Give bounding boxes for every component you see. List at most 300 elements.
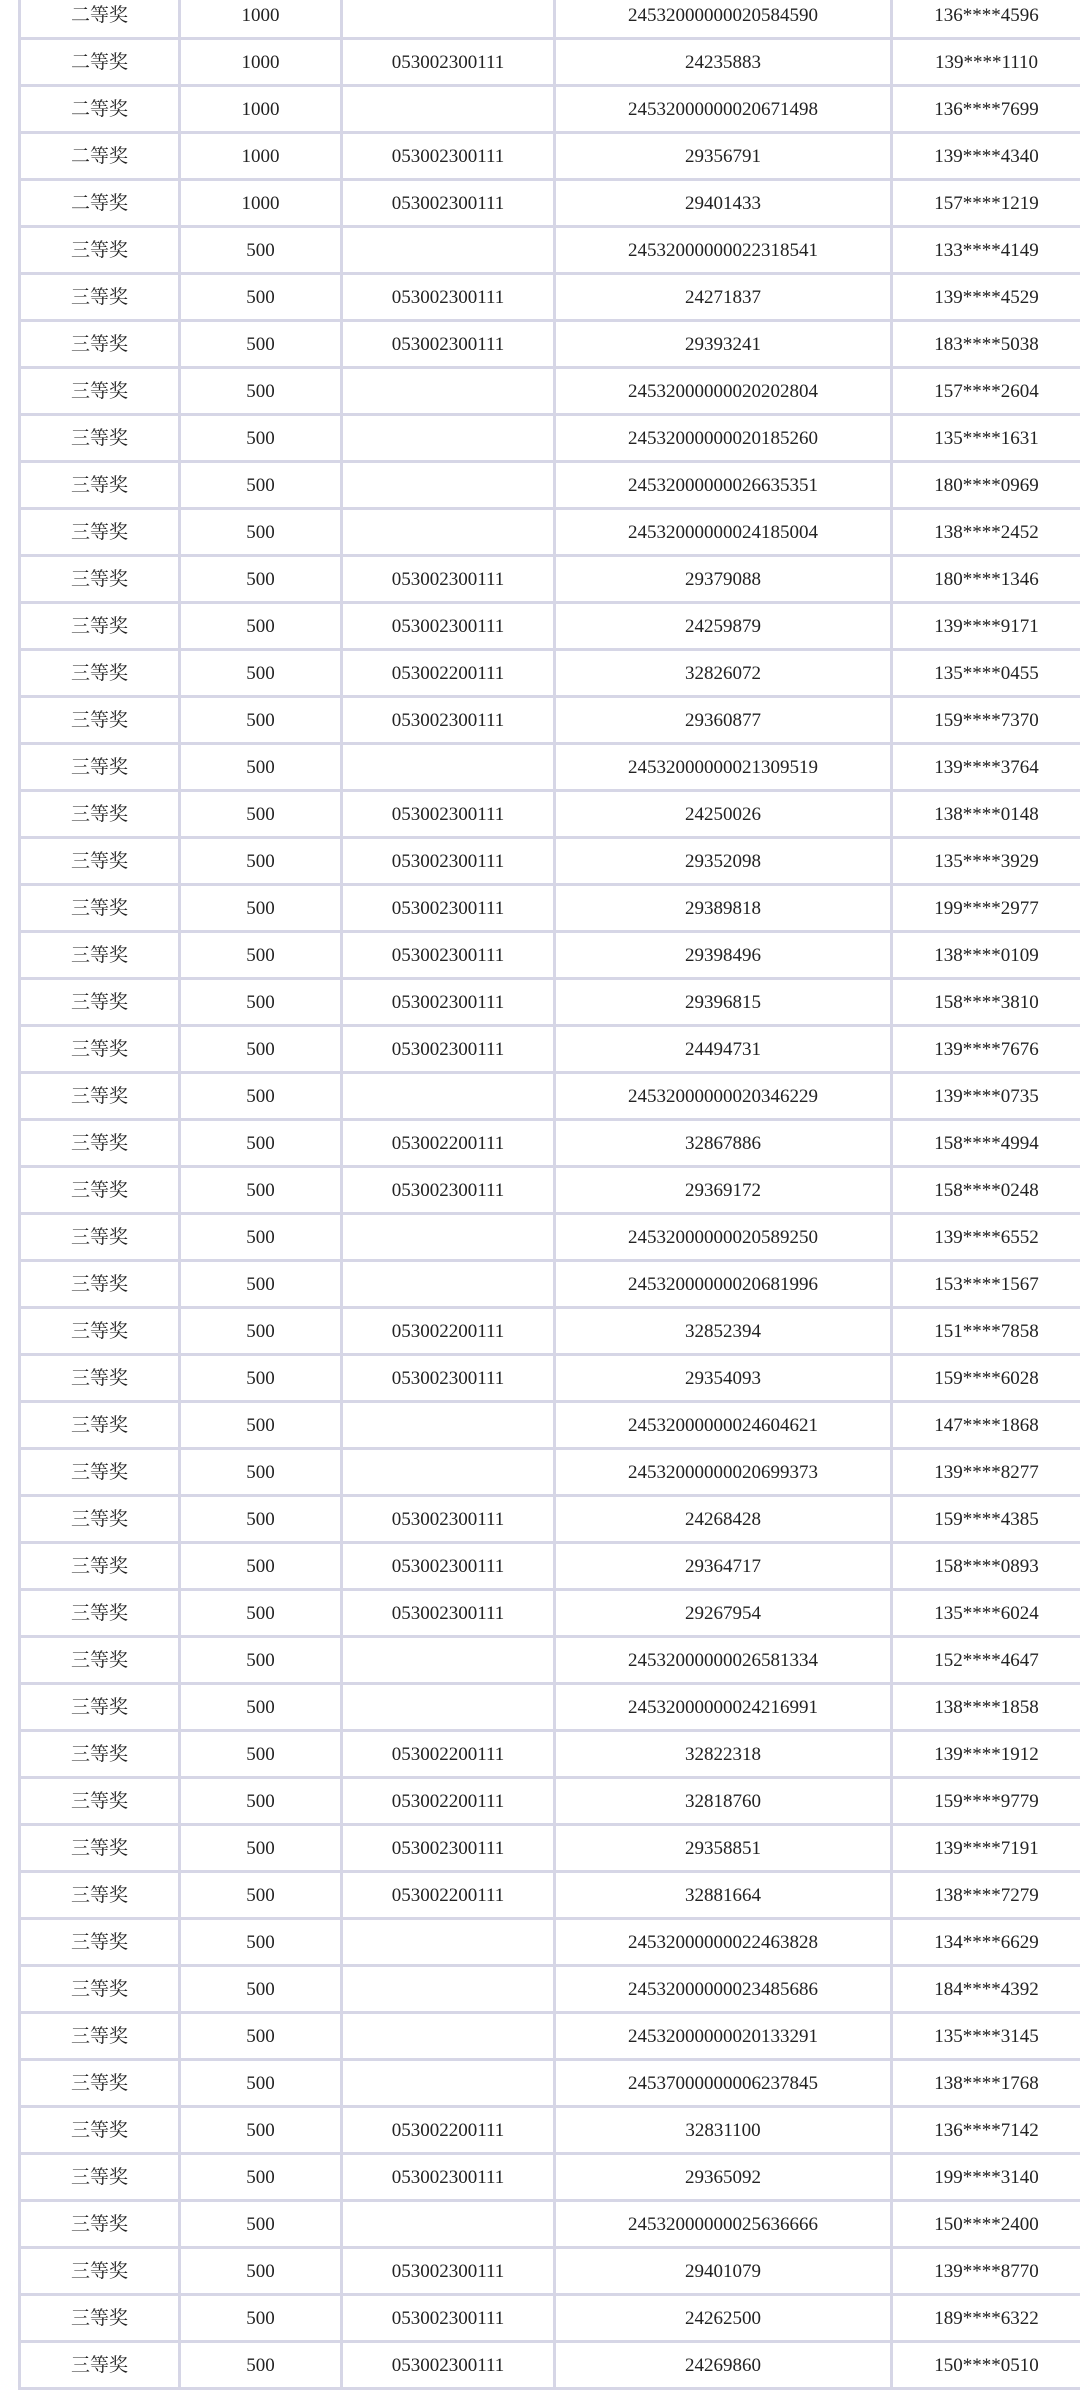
table-row [20, 556, 1080, 603]
phone-number-cell: 159****7370 [892, 697, 1080, 744]
table-row [20, 1214, 1080, 1261]
invoice-number-cell: 24532000000020202804 [555, 368, 892, 415]
prize-amount-cell: 500 [180, 1402, 342, 1449]
prize-level-cell: 三等奖 [20, 2060, 180, 2107]
invoice-number-cell: 24532000000022463828 [555, 1919, 892, 1966]
prize-amount-cell: 500 [180, 603, 342, 650]
prize-level-cell: 三等奖 [20, 2201, 180, 2248]
phone-number-cell: 139****1110 [892, 39, 1080, 86]
invoice-code-cell: 053002300111 [342, 838, 555, 885]
table-row [20, 2107, 1080, 2154]
invoice-number-cell: 24271837 [555, 274, 892, 321]
prize-amount-cell: 1000 [180, 39, 342, 86]
invoice-number-cell: 29365092 [555, 2154, 892, 2201]
prize-amount-cell: 500 [180, 838, 342, 885]
prize-level-cell: 三等奖 [20, 932, 180, 979]
invoice-code-cell: 053002200111 [342, 1778, 555, 1825]
phone-number-cell: 158****0893 [892, 1543, 1080, 1590]
prize-level-cell: 三等奖 [20, 1966, 180, 2013]
prize-amount-cell: 500 [180, 1261, 342, 1308]
prize-amount-cell: 500 [180, 979, 342, 1026]
prize-amount-cell: 500 [180, 1637, 342, 1684]
phone-number-cell: 135****0455 [892, 650, 1080, 697]
prize-level-cell: 二等奖 [20, 133, 180, 180]
phone-number-cell: 180****1346 [892, 556, 1080, 603]
prize-level-cell: 二等奖 [20, 39, 180, 86]
phone-number-cell: 147****1868 [892, 1402, 1080, 1449]
table-row [20, 321, 1080, 368]
prize-level-cell: 三等奖 [20, 1778, 180, 1825]
table-row [20, 2201, 1080, 2248]
invoice-number-cell: 24532000000020133291 [555, 2013, 892, 2060]
prize-level-cell: 三等奖 [20, 556, 180, 603]
invoice-number-cell: 24494731 [555, 1026, 892, 1073]
phone-number-cell: 159****9779 [892, 1778, 1080, 1825]
phone-number-cell: 183****5038 [892, 321, 1080, 368]
invoice-code-cell [342, 2060, 555, 2107]
prize-amount-cell: 500 [180, 462, 342, 509]
prize-level-cell: 三等奖 [20, 603, 180, 650]
phone-number-cell: 199****3140 [892, 2154, 1080, 2201]
prize-amount-cell: 500 [180, 1167, 342, 1214]
table-row [20, 744, 1080, 791]
invoice-number-cell: 24532000000020699373 [555, 1449, 892, 1496]
invoice-code-cell [342, 1919, 555, 1966]
phone-number-cell: 150****2400 [892, 2201, 1080, 2248]
table-row [20, 1496, 1080, 1543]
prize-level-cell: 三等奖 [20, 1214, 180, 1261]
phone-number-cell: 159****4385 [892, 1496, 1080, 1543]
invoice-code-cell [342, 1402, 555, 1449]
invoice-number-cell: 24532000000024185004 [555, 509, 892, 556]
invoice-code-cell: 053002300111 [342, 697, 555, 744]
invoice-number-cell: 29364717 [555, 1543, 892, 1590]
table-row [20, 39, 1080, 86]
phone-number-cell: 136****7142 [892, 2107, 1080, 2154]
invoice-code-cell: 053002300111 [342, 133, 555, 180]
invoice-code-cell [342, 1449, 555, 1496]
invoice-code-cell: 053002300111 [342, 1496, 555, 1543]
invoice-code-cell: 053002200111 [342, 1308, 555, 1355]
prize-level-cell: 三等奖 [20, 791, 180, 838]
invoice-number-cell: 32852394 [555, 1308, 892, 1355]
prize-amount-cell: 500 [180, 1355, 342, 1402]
prize-level-cell: 三等奖 [20, 2013, 180, 2060]
prize-amount-cell: 500 [180, 1590, 342, 1637]
table-row [20, 86, 1080, 133]
prize-level-cell: 三等奖 [20, 2154, 180, 2201]
invoice-code-cell: 053002300111 [342, 2342, 555, 2389]
prize-level-cell: 三等奖 [20, 650, 180, 697]
phone-number-cell: 136****4596 [892, 0, 1080, 39]
invoice-code-cell: 053002200111 [342, 1872, 555, 1919]
prize-amount-cell: 500 [180, 1214, 342, 1261]
prize-amount-cell: 500 [180, 1825, 342, 1872]
phone-number-cell: 134****6629 [892, 1919, 1080, 1966]
prize-level-cell: 三等奖 [20, 979, 180, 1026]
table-row [20, 2295, 1080, 2342]
prize-level-cell: 三等奖 [20, 1919, 180, 1966]
invoice-number-cell: 24259879 [555, 603, 892, 650]
invoice-number-cell: 24532000000026581334 [555, 1637, 892, 1684]
invoice-code-cell: 053002200111 [342, 650, 555, 697]
invoice-number-cell: 24532000000021309519 [555, 744, 892, 791]
invoice-number-cell: 24268428 [555, 1496, 892, 1543]
prize-amount-cell: 500 [180, 2154, 342, 2201]
prize-level-cell: 三等奖 [20, 1026, 180, 1073]
invoice-number-cell: 24532000000020346229 [555, 1073, 892, 1120]
table-row [20, 2013, 1080, 2060]
invoice-number-cell: 32881664 [555, 1872, 892, 1919]
table-row [20, 650, 1080, 697]
prize-amount-cell: 500 [180, 1731, 342, 1778]
table-row [20, 1449, 1080, 1496]
invoice-code-cell: 053002300111 [342, 885, 555, 932]
prize-level-cell: 三等奖 [20, 1731, 180, 1778]
prize-amount-cell: 500 [180, 2107, 342, 2154]
invoice-number-cell: 32822318 [555, 1731, 892, 1778]
phone-number-cell: 158****0248 [892, 1167, 1080, 1214]
invoice-code-cell: 053002300111 [342, 1825, 555, 1872]
table-row [20, 1543, 1080, 1590]
prize-level-cell: 三等奖 [20, 697, 180, 744]
prize-amount-cell: 500 [180, 1778, 342, 1825]
invoice-number-cell: 24532000000020185260 [555, 415, 892, 462]
prize-amount-cell: 500 [180, 2295, 342, 2342]
phone-number-cell: 139****1912 [892, 1731, 1080, 1778]
prize-level-cell: 三等奖 [20, 2342, 180, 2389]
invoice-code-cell: 053002300111 [342, 39, 555, 86]
phone-number-cell: 136****7699 [892, 86, 1080, 133]
prize-level-cell: 三等奖 [20, 2248, 180, 2295]
prize-level-cell: 三等奖 [20, 462, 180, 509]
table-row [20, 1731, 1080, 1778]
invoice-number-cell: 24262500 [555, 2295, 892, 2342]
prize-level-cell: 三等奖 [20, 1825, 180, 1872]
invoice-code-cell [342, 227, 555, 274]
invoice-code-cell [342, 1073, 555, 1120]
prize-level-cell: 三等奖 [20, 1637, 180, 1684]
invoice-number-cell: 24532000000026635351 [555, 462, 892, 509]
prize-amount-cell: 500 [180, 1684, 342, 1731]
invoice-code-cell [342, 2013, 555, 2060]
table-row [20, 1825, 1080, 1872]
prize-amount-cell: 500 [180, 650, 342, 697]
phone-number-cell: 135****3929 [892, 838, 1080, 885]
invoice-code-cell [342, 86, 555, 133]
prize-amount-cell: 1000 [180, 180, 342, 227]
invoice-number-cell: 24532000000022318541 [555, 227, 892, 274]
prize-amount-cell: 500 [180, 2060, 342, 2107]
prize-amount-cell: 1000 [180, 133, 342, 180]
table-row [20, 838, 1080, 885]
prize-amount-cell: 500 [180, 227, 342, 274]
invoice-number-cell: 24532000000024216991 [555, 1684, 892, 1731]
phone-number-cell: 139****7191 [892, 1825, 1080, 1872]
phone-number-cell: 135****3145 [892, 2013, 1080, 2060]
winners-table-body [20, 0, 1080, 2389]
invoice-number-cell: 29398496 [555, 932, 892, 979]
invoice-code-cell: 053002300111 [342, 932, 555, 979]
invoice-number-cell: 24532000000020671498 [555, 86, 892, 133]
phone-number-cell: 153****1567 [892, 1261, 1080, 1308]
table-row [20, 1402, 1080, 1449]
table-row [20, 180, 1080, 227]
phone-number-cell: 139****7676 [892, 1026, 1080, 1073]
table-row [20, 2154, 1080, 2201]
table-row [20, 1919, 1080, 1966]
invoice-code-cell: 053002300111 [342, 2295, 555, 2342]
prize-amount-cell: 500 [180, 1073, 342, 1120]
invoice-code-cell [342, 509, 555, 556]
prize-level-cell: 三等奖 [20, 1590, 180, 1637]
invoice-number-cell: 24537000000006237845 [555, 2060, 892, 2107]
invoice-number-cell: 29369172 [555, 1167, 892, 1214]
phone-number-cell: 139****3764 [892, 744, 1080, 791]
invoice-code-cell: 053002300111 [342, 321, 555, 368]
prize-level-cell: 三等奖 [20, 1402, 180, 1449]
table-row [20, 227, 1080, 274]
prize-level-cell: 三等奖 [20, 415, 180, 462]
table-row [20, 0, 1080, 39]
prize-level-cell: 三等奖 [20, 1543, 180, 1590]
prize-level-cell: 三等奖 [20, 1355, 180, 1402]
phone-number-cell: 180****0969 [892, 462, 1080, 509]
table-row [20, 1120, 1080, 1167]
phone-number-cell: 157****2604 [892, 368, 1080, 415]
table-row [20, 1778, 1080, 1825]
prize-amount-cell: 500 [180, 744, 342, 791]
invoice-code-cell: 053002300111 [342, 274, 555, 321]
invoice-code-cell [342, 415, 555, 462]
table-row [20, 1684, 1080, 1731]
prize-level-cell: 三等奖 [20, 1167, 180, 1214]
prize-amount-cell: 500 [180, 2248, 342, 2295]
prize-level-cell: 三等奖 [20, 509, 180, 556]
prize-level-cell: 三等奖 [20, 1073, 180, 1120]
table-row [20, 1637, 1080, 1684]
phone-number-cell: 158****3810 [892, 979, 1080, 1026]
phone-number-cell: 139****8770 [892, 2248, 1080, 2295]
invoice-number-cell: 24532000000020681996 [555, 1261, 892, 1308]
phone-number-cell: 150****0510 [892, 2342, 1080, 2389]
table-row [20, 1308, 1080, 1355]
prize-amount-cell: 500 [180, 415, 342, 462]
phone-number-cell: 151****7858 [892, 1308, 1080, 1355]
invoice-code-cell: 053002300111 [342, 2248, 555, 2295]
invoice-number-cell: 24532000000020589250 [555, 1214, 892, 1261]
invoice-code-cell [342, 462, 555, 509]
invoice-number-cell: 29360877 [555, 697, 892, 744]
invoice-code-cell: 053002300111 [342, 556, 555, 603]
invoice-number-cell: 24269860 [555, 2342, 892, 2389]
prize-level-cell: 三等奖 [20, 1308, 180, 1355]
table-row [20, 133, 1080, 180]
table-row [20, 2060, 1080, 2107]
phone-number-cell: 139****6552 [892, 1214, 1080, 1261]
prize-amount-cell: 500 [180, 1308, 342, 1355]
prize-amount-cell: 500 [180, 556, 342, 603]
prize-amount-cell: 500 [180, 2013, 342, 2060]
invoice-code-cell [342, 744, 555, 791]
invoice-code-cell [342, 1214, 555, 1261]
table-row [20, 1872, 1080, 1919]
prize-level-cell: 三等奖 [20, 2107, 180, 2154]
table-row [20, 2248, 1080, 2295]
table-row [20, 979, 1080, 1026]
invoice-number-cell: 29358851 [555, 1825, 892, 1872]
phone-number-cell: 139****0735 [892, 1073, 1080, 1120]
prize-amount-cell: 500 [180, 1120, 342, 1167]
invoice-code-cell [342, 1966, 555, 2013]
prize-amount-cell: 500 [180, 509, 342, 556]
phone-number-cell: 138****0148 [892, 791, 1080, 838]
invoice-code-cell: 053002200111 [342, 1731, 555, 1778]
prize-level-cell: 三等奖 [20, 838, 180, 885]
invoice-number-cell: 29389818 [555, 885, 892, 932]
invoice-code-cell: 053002300111 [342, 1355, 555, 1402]
phone-number-cell: 199****2977 [892, 885, 1080, 932]
invoice-number-cell: 24532000000020584590 [555, 0, 892, 39]
phone-number-cell: 139****4340 [892, 133, 1080, 180]
prize-amount-cell: 500 [180, 1919, 342, 1966]
invoice-code-cell: 053002300111 [342, 1026, 555, 1073]
prize-level-cell: 二等奖 [20, 0, 180, 39]
prize-level-cell: 三等奖 [20, 1261, 180, 1308]
phone-number-cell: 158****4994 [892, 1120, 1080, 1167]
prize-amount-cell: 500 [180, 274, 342, 321]
prize-amount-cell: 500 [180, 2201, 342, 2248]
table-row [20, 415, 1080, 462]
prize-level-cell: 三等奖 [20, 744, 180, 791]
invoice-number-cell: 24532000000025636666 [555, 2201, 892, 2248]
table-row [20, 932, 1080, 979]
invoice-number-cell: 29356791 [555, 133, 892, 180]
invoice-code-cell [342, 1261, 555, 1308]
invoice-number-cell: 32826072 [555, 650, 892, 697]
invoice-number-cell: 29396815 [555, 979, 892, 1026]
invoice-number-cell: 29393241 [555, 321, 892, 368]
table-row [20, 1073, 1080, 1120]
phone-number-cell: 139****9171 [892, 603, 1080, 650]
invoice-code-cell: 053002300111 [342, 791, 555, 838]
invoice-code-cell: 053002300111 [342, 1590, 555, 1637]
table-row [20, 274, 1080, 321]
phone-number-cell: 135****1631 [892, 415, 1080, 462]
prize-level-cell: 三等奖 [20, 1872, 180, 1919]
phone-number-cell: 152****4647 [892, 1637, 1080, 1684]
invoice-code-cell: 053002300111 [342, 979, 555, 1026]
table-row [20, 697, 1080, 744]
phone-number-cell: 139****4529 [892, 274, 1080, 321]
prize-amount-cell: 500 [180, 1966, 342, 2013]
invoice-number-cell: 24235883 [555, 39, 892, 86]
prize-amount-cell: 500 [180, 1449, 342, 1496]
invoice-number-cell: 32831100 [555, 2107, 892, 2154]
phone-number-cell: 133****4149 [892, 227, 1080, 274]
table-row [20, 462, 1080, 509]
prize-level-cell: 三等奖 [20, 1449, 180, 1496]
table-row [20, 1590, 1080, 1637]
prize-amount-cell: 1000 [180, 86, 342, 133]
prize-level-cell: 三等奖 [20, 321, 180, 368]
table-row [20, 603, 1080, 650]
prize-amount-cell: 500 [180, 321, 342, 368]
prize-level-cell: 三等奖 [20, 227, 180, 274]
prize-level-cell: 三等奖 [20, 1684, 180, 1731]
phone-number-cell: 189****6322 [892, 2295, 1080, 2342]
invoice-number-cell: 32818760 [555, 1778, 892, 1825]
table-row [20, 1355, 1080, 1402]
invoice-code-cell: 053002300111 [342, 1543, 555, 1590]
phone-number-cell: 138****2452 [892, 509, 1080, 556]
prize-amount-cell: 1000 [180, 0, 342, 39]
prize-amount-cell: 500 [180, 1496, 342, 1543]
invoice-code-cell: 053002200111 [342, 2107, 555, 2154]
invoice-number-cell: 29352098 [555, 838, 892, 885]
prize-amount-cell: 500 [180, 791, 342, 838]
invoice-number-cell: 29401079 [555, 2248, 892, 2295]
phone-number-cell: 138****1768 [892, 2060, 1080, 2107]
prize-level-cell: 三等奖 [20, 2295, 180, 2342]
phone-number-cell: 138****1858 [892, 1684, 1080, 1731]
prize-amount-cell: 500 [180, 932, 342, 979]
invoice-number-cell: 29354093 [555, 1355, 892, 1402]
invoice-number-cell: 29379088 [555, 556, 892, 603]
prize-level-cell: 三等奖 [20, 274, 180, 321]
invoice-number-cell: 29267954 [555, 1590, 892, 1637]
invoice-number-cell: 29401433 [555, 180, 892, 227]
invoice-code-cell: 053002300111 [342, 2154, 555, 2201]
prize-level-cell: 三等奖 [20, 885, 180, 932]
table-row [20, 509, 1080, 556]
table-row [20, 791, 1080, 838]
invoice-code-cell [342, 1637, 555, 1684]
winners-table [18, 0, 1080, 2390]
invoice-number-cell: 24532000000024604621 [555, 1402, 892, 1449]
prize-level-cell: 三等奖 [20, 1496, 180, 1543]
prize-amount-cell: 500 [180, 697, 342, 744]
table-row [20, 1261, 1080, 1308]
phone-number-cell: 184****4392 [892, 1966, 1080, 2013]
table-row [20, 368, 1080, 415]
phone-number-cell: 138****0109 [892, 932, 1080, 979]
table-row [20, 1026, 1080, 1073]
phone-number-cell: 139****8277 [892, 1449, 1080, 1496]
invoice-number-cell: 24250026 [555, 791, 892, 838]
phone-number-cell: 135****6024 [892, 1590, 1080, 1637]
invoice-number-cell: 32867886 [555, 1120, 892, 1167]
invoice-number-cell: 24532000000023485686 [555, 1966, 892, 2013]
prize-amount-cell: 500 [180, 1872, 342, 1919]
invoice-code-cell [342, 368, 555, 415]
table-row [20, 2342, 1080, 2389]
phone-number-cell: 159****6028 [892, 1355, 1080, 1402]
prize-level-cell: 二等奖 [20, 86, 180, 133]
invoice-code-cell: 053002200111 [342, 1120, 555, 1167]
prize-amount-cell: 500 [180, 885, 342, 932]
prize-level-cell: 三等奖 [20, 1120, 180, 1167]
prize-amount-cell: 500 [180, 1543, 342, 1590]
table-row [20, 1167, 1080, 1214]
invoice-code-cell [342, 2201, 555, 2248]
invoice-code-cell [342, 1684, 555, 1731]
prize-level-cell: 二等奖 [20, 180, 180, 227]
invoice-code-cell: 053002300111 [342, 180, 555, 227]
prize-level-cell: 三等奖 [20, 368, 180, 415]
prize-amount-cell: 500 [180, 1026, 342, 1073]
phone-number-cell: 157****1219 [892, 180, 1080, 227]
